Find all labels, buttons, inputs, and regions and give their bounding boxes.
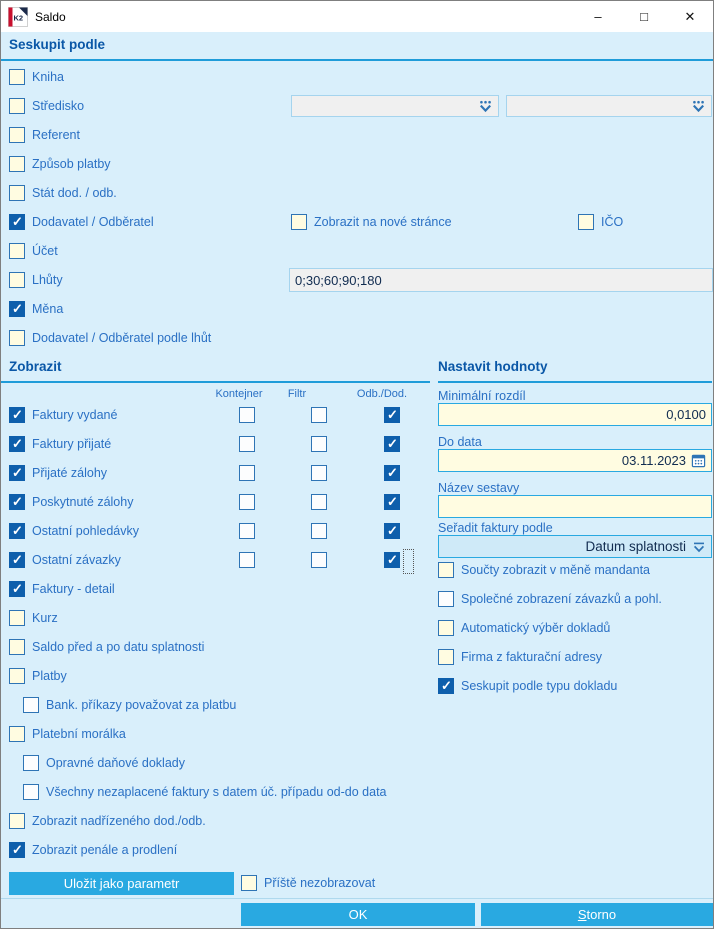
checkbox-box[interactable]: [23, 697, 39, 713]
checkbox-label: Zobrazit na nové stránce: [314, 215, 452, 229]
checkbox-label: Součty zobrazit v měně mandanta: [461, 563, 650, 577]
checkbox-box[interactable]: [9, 465, 25, 481]
min-diff-label: Minimální rozdíl: [438, 389, 526, 403]
checkbox-label: IČO: [601, 215, 624, 229]
checkbox-box[interactable]: [9, 436, 25, 452]
checkbox-box[interactable]: [9, 668, 25, 684]
checkbox-label: Měna: [32, 302, 64, 316]
checkbox-box[interactable]: [9, 185, 25, 201]
checkbox-faktury-vydane[interactable]: [9, 407, 117, 423]
report-name-label: Název sestavy: [438, 481, 520, 495]
checkbox-automaticky-vyber[interactable]: [438, 620, 610, 636]
stredisko-combo-1[interactable]: [291, 95, 499, 117]
checkbox-odb-dod[interactable]: [384, 494, 400, 510]
checkbox-odb-dod[interactable]: [384, 436, 400, 452]
checkbox-label: Přijaté zálohy: [32, 466, 108, 480]
checkbox-label: Zobrazit nadřízeného dod./odb.: [32, 814, 206, 828]
checkbox-zobrazit-penale[interactable]: [9, 842, 177, 858]
checkbox-odb-dod[interactable]: [384, 552, 400, 568]
checkbox-box[interactable]: [9, 523, 25, 539]
checkbox-kontejner[interactable]: [239, 552, 255, 568]
checkbox-label: Platby: [32, 669, 67, 683]
calendar-icon[interactable]: [691, 453, 706, 468]
checkbox-label: Faktury přijaté: [32, 437, 112, 451]
to-date-label: Do data: [438, 435, 482, 449]
checkbox-box[interactable]: [9, 813, 25, 829]
checkbox-ostatni-zavazky[interactable]: [9, 552, 121, 568]
app-icon: [8, 7, 28, 27]
checkbox-zpusob-platby[interactable]: [9, 156, 111, 172]
checkbox-faktury-prijate[interactable]: [9, 436, 111, 452]
dropdown-arrow-icon[interactable]: [692, 540, 706, 554]
maximize-icon[interactable]: □: [640, 9, 648, 24]
checkbox-priste-nezobrazovat[interactable]: [241, 875, 375, 891]
checkbox-label: Platební morálka: [32, 727, 126, 741]
checkbox-dod-odb-podle-lhut[interactable]: [9, 330, 211, 346]
checkbox-stat-dod-odb[interactable]: [9, 185, 117, 201]
checkbox-referent[interactable]: [9, 127, 80, 143]
checkbox-box[interactable]: [9, 842, 25, 858]
to-date-value: 03.11.2023: [621, 453, 686, 468]
checkbox-platebni-moralka[interactable]: [9, 726, 126, 742]
checkbox-label: Ostatní závazky: [32, 553, 121, 567]
checkbox-label: Stát dod. / odb.: [32, 186, 117, 200]
checkbox-label: Lhůty: [32, 273, 63, 287]
checkbox-label: Opravné daňové doklady: [46, 756, 185, 770]
checkbox-poskytnute-zalohy[interactable]: [9, 494, 133, 510]
column-header-odb-dod: Odb./Dod.: [356, 388, 408, 400]
checkbox-box[interactable]: [9, 69, 25, 85]
checkbox-box[interactable]: [438, 678, 454, 694]
checkbox-box[interactable]: [9, 301, 25, 317]
checkbox-filtr[interactable]: [311, 552, 327, 568]
checkbox-box[interactable]: [9, 581, 25, 597]
checkbox-kontejner[interactable]: [239, 494, 255, 510]
section-rule: [1, 59, 713, 61]
save-as-parameter-button[interactable]: [9, 872, 234, 895]
section-title-show: Zobrazit: [9, 359, 62, 374]
checkbox-prijate-zalohy[interactable]: [9, 465, 107, 481]
report-name-input[interactable]: [438, 495, 712, 518]
checkbox-label: Dodavatel / Odběratel: [32, 215, 154, 229]
checkbox-label: Společné zobrazení závazků a pohl.: [461, 592, 662, 606]
checkbox-kontejner[interactable]: [239, 407, 255, 423]
checkbox-kurz[interactable]: [9, 610, 58, 626]
column-header-kontejner: Kontejner: [215, 388, 263, 400]
checkbox-label: Všechny nezaplacené faktury s datem úč. případu od-do data: [46, 785, 387, 799]
checkbox-kniha[interactable]: [9, 69, 64, 85]
checkbox-label: Automatický výběr dokladů: [461, 621, 611, 635]
checkbox-soucty-mandanta[interactable]: [438, 562, 650, 578]
checkbox-label: Saldo před a po datu splatnosti: [32, 640, 205, 654]
checkbox-box[interactable]: [23, 784, 39, 800]
storno-label: Storno: [577, 907, 617, 922]
checkbox-ico[interactable]: [578, 214, 623, 230]
checkbox-label: Kniha: [32, 70, 64, 84]
checkbox-box[interactable]: [241, 875, 257, 891]
combo-dropdown-icon[interactable]: [478, 99, 493, 114]
checkbox-box[interactable]: [9, 272, 25, 288]
checkbox-seskupit-typ-dokladu[interactable]: [438, 678, 617, 694]
checkbox-ostatni-pohledavky[interactable]: [9, 523, 139, 539]
checkbox-filtr[interactable]: [311, 436, 327, 452]
checkbox-box[interactable]: [9, 127, 25, 143]
section-rule: [438, 381, 712, 383]
lhuty-input[interactable]: [289, 268, 713, 292]
checkbox-label: Bank. příkazy považovat za platbu: [46, 698, 237, 712]
checkbox-box[interactable]: [438, 649, 454, 665]
min-diff-input[interactable]: [438, 403, 712, 426]
storno-button[interactable]: [481, 903, 713, 926]
checkbox-box[interactable]: [9, 726, 25, 742]
checkbox-show-on-new-page[interactable]: [291, 214, 452, 230]
checkbox-box[interactable]: [9, 610, 25, 626]
sort-by-label: Seřadit faktury podle: [438, 521, 553, 535]
sort-by-value: Datum splatnosti: [585, 539, 686, 554]
checkbox-firma-fakturacni[interactable]: [438, 649, 602, 665]
checkbox-box[interactable]: [23, 755, 39, 771]
checkbox-opravne-danove[interactable]: [23, 755, 185, 771]
svg-text:K2: K2: [13, 13, 24, 22]
checkbox-label: Účet: [32, 244, 58, 258]
checkbox-box[interactable]: [9, 243, 25, 259]
checkbox-mena[interactable]: [9, 301, 63, 317]
checkbox-filtr[interactable]: [311, 494, 327, 510]
min-diff-value: 0,0100: [666, 407, 706, 422]
ok-button[interactable]: [241, 903, 475, 926]
checkbox-box[interactable]: [9, 156, 25, 172]
checkbox-filtr[interactable]: [311, 407, 327, 423]
checkbox-box[interactable]: [9, 98, 25, 114]
checkbox-label: Seskupit podle typu dokladu: [461, 679, 618, 693]
combo-dropdown-icon[interactable]: [691, 99, 706, 114]
minimize-icon[interactable]: –: [594, 9, 602, 24]
footer-divider: [1, 898, 713, 899]
checkbox-platby[interactable]: [9, 668, 67, 684]
checkbox-faktury-detail[interactable]: [9, 581, 115, 597]
sort-by-dropdown[interactable]: [438, 535, 712, 558]
checkbox-box[interactable]: [9, 494, 25, 510]
checkbox-box[interactable]: [9, 214, 25, 230]
checkbox-label: Referent: [32, 128, 80, 142]
checkbox-box[interactable]: [9, 639, 25, 655]
checkbox-odb-dod[interactable]: [384, 407, 400, 423]
checkbox-bank-prikazy[interactable]: [23, 697, 236, 713]
checkbox-odb-dod[interactable]: [384, 465, 400, 481]
titlebar: [1, 1, 713, 32]
checkbox-odb-dod[interactable]: [384, 523, 400, 539]
checkbox-lhuty[interactable]: [9, 272, 63, 288]
checkbox-stredisko[interactable]: [9, 98, 84, 114]
checkbox-box[interactable]: [438, 620, 454, 636]
column-header-filtr: Filtr: [287, 388, 307, 400]
checkbox-label: Kurz: [32, 611, 58, 625]
checkbox-dodavatel-odberatel[interactable]: [9, 214, 154, 230]
checkbox-box[interactable]: [438, 591, 454, 607]
to-date-input[interactable]: [438, 449, 712, 472]
checkbox-box[interactable]: [9, 407, 25, 423]
checkbox-label: Ostatní pohledávky: [32, 524, 140, 538]
focus-indicator: [403, 549, 414, 574]
checkbox-kontejner[interactable]: [239, 523, 255, 539]
checkbox-filtr[interactable]: [311, 523, 327, 539]
checkbox-box[interactable]: [9, 330, 25, 346]
close-icon[interactable]: ✕: [684, 8, 696, 24]
checkbox-label: Způsob platby: [32, 157, 111, 171]
checkbox-box[interactable]: [9, 552, 25, 568]
checkbox-box[interactable]: [438, 562, 454, 578]
checkbox-kontejner[interactable]: [239, 436, 255, 452]
checkbox-spolecne-zobrazeni[interactable]: [438, 591, 662, 607]
checkbox-label: Firma z fakturační adresy: [461, 650, 603, 664]
checkbox-filtr[interactable]: [311, 465, 327, 481]
section-rule: [1, 381, 430, 383]
section-title-set-values: Nastavit hodnoty: [438, 359, 548, 374]
checkbox-saldo-pred-po[interactable]: [9, 639, 204, 655]
checkbox-ucet[interactable]: [9, 243, 58, 259]
ok-label: OK: [348, 907, 368, 922]
checkbox-box[interactable]: [578, 214, 594, 230]
window-title: Saldo: [35, 9, 66, 24]
save-as-parameter-label: Uložit jako parametr: [63, 876, 180, 891]
checkbox-label: Dodavatel / Odběratel podle lhůt: [32, 331, 212, 345]
stredisko-combo-2[interactable]: [506, 95, 712, 117]
lhuty-value: 0;30;60;90;180: [295, 272, 382, 288]
checkbox-label: Faktury - detail: [32, 582, 115, 596]
checkbox-vsechny-nezaplacene[interactable]: [23, 784, 387, 800]
checkbox-label: Příště nezobrazovat: [264, 876, 376, 890]
checkbox-label: Středisko: [32, 99, 85, 113]
checkbox-label: Poskytnuté zálohy: [32, 495, 134, 509]
checkbox-zobrazit-nadrizeneho[interactable]: [9, 813, 206, 829]
checkbox-label: Faktury vydané: [32, 408, 118, 422]
checkbox-box[interactable]: [291, 214, 307, 230]
checkbox-label: Zobrazit penále a prodlení: [32, 843, 178, 857]
section-title-group-by: Seskupit podle: [9, 37, 106, 52]
dialog-body: [1, 32, 713, 928]
checkbox-kontejner[interactable]: [239, 465, 255, 481]
